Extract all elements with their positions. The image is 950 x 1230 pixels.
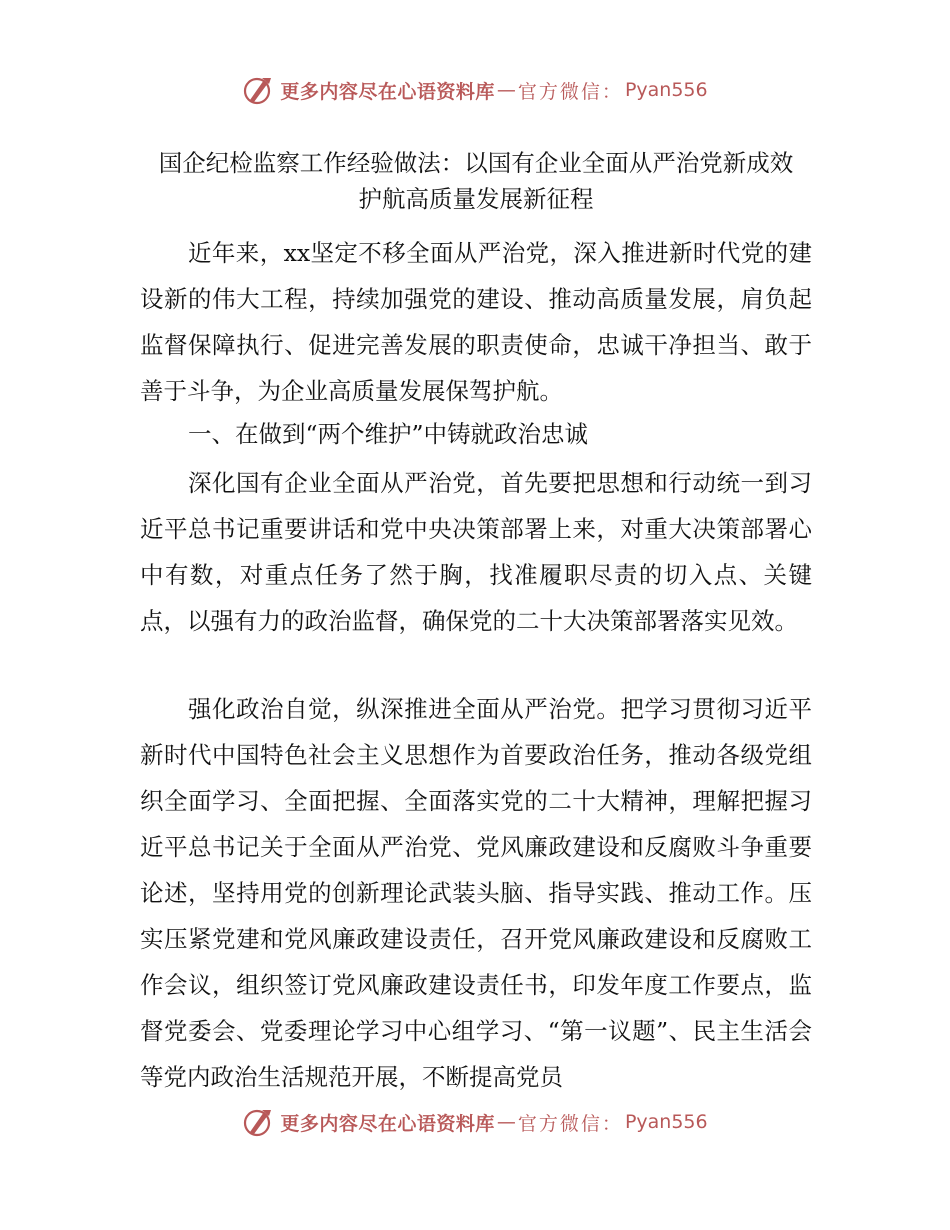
banner-wechat-id: Pyan556 (624, 1111, 708, 1133)
banner-wechat-label: 官方微信： (517, 80, 623, 103)
document-title-line-2: 护航高质量发展新征程 (358, 185, 594, 213)
banner-separator: — (496, 1111, 516, 1133)
banner-wechat-id: Pyan556 (624, 79, 708, 101)
banner-main-text: 更多内容尽在心语资料库 (280, 1112, 495, 1135)
quill-logo-icon (242, 74, 274, 106)
quill-logo-icon (242, 1106, 274, 1138)
body-paragraph-2: 强化政治自觉，纵深推进全面从严治党。把学习贯彻习近平新时代中国特色社会主义思想作为首要政治任务，推动各级党组织全面学习、全面把握、全面落实党的二十大精神，理解把握习近平总书记关于全面从严治党、党风廉政建设和反腐败斗争重要论述，坚持用党的创新理论武装头脑、指导实践、推动工作。压实压紧党建和党风廉政建设责任，召开党风廉政建设和反腐败工作会议，组织签订党风廉政建设责任书，印发年度工作要点，监督党委会、党委理论学习中心组学习、“第一议题”、民主生活会等党内政治生活规范开展，不断提高党员 (140, 695, 812, 1091)
body-paragraph-1: 深化国有企业全面从严治党，首先要把思想和行动统一到习近平总书记重要讲话和党中央决策部署上来，对重大决策部署心中有数，对重点任务了然于胸，找准履职尽责的切入点、关键点，以强有力的政治监督，确保党的二十大决策部署落实见效。 (140, 469, 812, 635)
banner-wechat-label: 官方微信： (517, 1112, 623, 1135)
header-watermark-banner (0, 70, 950, 110)
intro-paragraph: 近年来，xx坚定不移全面从严治党，深入推进新时代党的建设新的伟大工程，持续加强党的建设、推动高质量发展，肩负起监督保障执行、促进完善发展的职责使命，忠诚干净担当、敢于善于斗争，为企业高质量发展保驾护航。 (140, 239, 812, 405)
section-heading-1: 一、在做到“两个维护”中铸就政治忠诚 (188, 420, 589, 448)
banner-main-text: 更多内容尽在心语资料库 (280, 80, 495, 103)
document-title-line-1: 国企纪检监察工作经验做法：以国有企业全面从严治党新成效 (158, 149, 794, 177)
banner-separator: — (496, 79, 516, 101)
footer-watermark-banner (0, 1102, 950, 1142)
